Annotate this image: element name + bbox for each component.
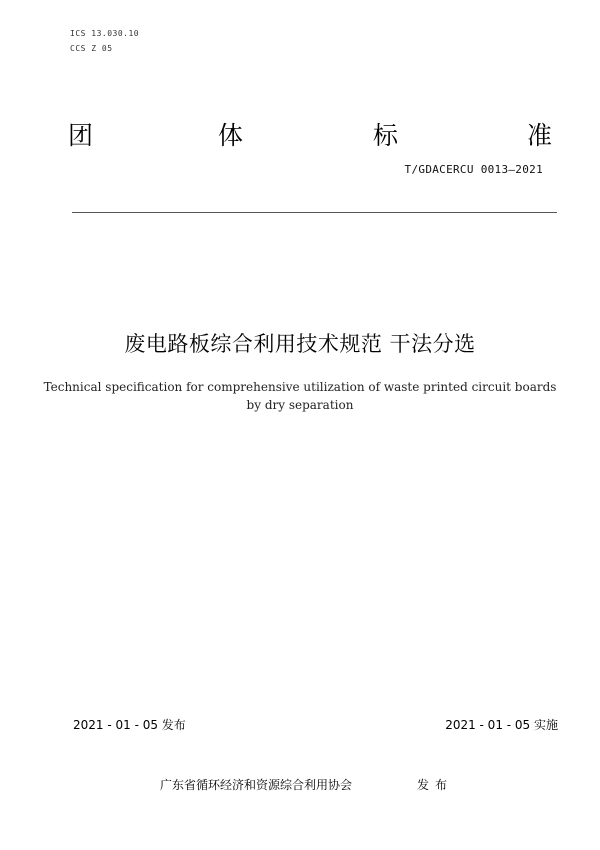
publish-date: 2021 - 01 - 05 发布 [73,718,186,732]
issue-label: 发布 [417,778,454,792]
issuing-organization: 广东省循环经济和资源综合利用协会 [160,778,353,792]
standard-number: T/GDACERCU 0013—2021 [404,163,543,176]
implementation-date: 2021 - 01 - 05 实施 [445,718,558,732]
header-divider [72,212,557,213]
ccs-code: CCS Z 05 [70,44,113,53]
standard-kind-char-4: 准 [527,121,553,150]
standard-kind-char-2: 体 [218,121,244,150]
document-title-english-line-2: by dry separation [246,398,354,412]
document-title-chinese: 废电路板综合利用技术规范 干法分选 [124,332,476,356]
standard-kind-char-1: 团 [68,121,94,150]
ics-code: ICS 13.030.10 [70,29,140,38]
standard-kind-char-3: 标 [373,121,399,150]
document-title-english-line-1: Technical specification for comprehensive utilization of waste printed circuit boards [43,380,557,394]
